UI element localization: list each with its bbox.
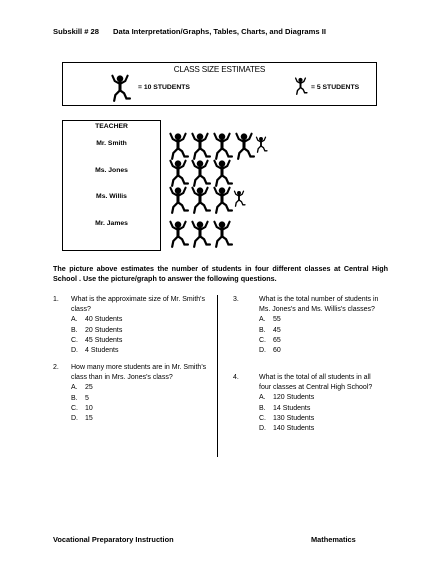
teacher-name: Ms. Willis xyxy=(96,193,127,200)
option-text: 60 xyxy=(273,347,281,355)
option-text: 5 xyxy=(85,394,89,402)
answer-option[interactable] xyxy=(259,326,379,336)
option-text: 45 Students xyxy=(85,336,123,344)
option-text: 55 xyxy=(273,316,281,324)
teacher-name: Mr. James xyxy=(95,220,128,227)
option-letter: A. xyxy=(259,394,266,402)
option-letter: C. xyxy=(71,404,78,412)
footer-program: Vocational Preparatory Instruction xyxy=(53,535,174,544)
answer-option[interactable] xyxy=(71,404,211,414)
option-text: 40 Students xyxy=(85,316,123,324)
answer-option[interactable] xyxy=(71,326,211,336)
answer-option[interactable] xyxy=(259,315,379,325)
question-4 xyxy=(233,373,383,434)
option-letter: A. xyxy=(71,316,78,324)
option-text: 140 Students xyxy=(273,425,315,433)
answer-option[interactable] xyxy=(259,424,383,434)
full-figure-icon xyxy=(188,186,212,214)
column-divider xyxy=(217,295,218,457)
answer-option[interactable] xyxy=(259,414,383,424)
option-letter: A. xyxy=(259,316,266,324)
question-number: 4. xyxy=(233,374,239,381)
question-text: What is the total number of students in Ms. Jones's and Ms. Willis's classes? xyxy=(259,296,379,314)
full-figure-icon xyxy=(188,159,212,187)
answer-option[interactable] xyxy=(71,336,211,346)
option-text: 20 Students xyxy=(85,326,123,334)
option-text: 130 Students xyxy=(273,414,315,422)
answer-option[interactable] xyxy=(259,336,379,346)
question-number: 1. xyxy=(53,296,59,303)
legend-title: CLASS SIZE ESTIMATES xyxy=(173,65,266,74)
option-letter: B. xyxy=(259,404,266,412)
option-letter: B. xyxy=(71,394,78,402)
half-figure-icon xyxy=(232,190,246,207)
option-letter: B. xyxy=(71,326,78,334)
full-figure-icon xyxy=(210,220,234,248)
option-letter: B. xyxy=(259,326,266,334)
question-number: 2. xyxy=(53,364,59,371)
answer-option[interactable] xyxy=(259,393,383,403)
full-figure-icon xyxy=(210,186,234,214)
answer-option[interactable] xyxy=(259,404,383,414)
option-letter: D. xyxy=(259,347,266,355)
question-2 xyxy=(53,363,211,424)
option-letter: D. xyxy=(71,415,78,423)
question-3 xyxy=(233,295,379,356)
footer-subject: Mathematics xyxy=(311,535,356,544)
answer-options xyxy=(71,315,211,356)
teacher-column xyxy=(62,120,161,251)
question-text: How many more students are in Mr. Smith's class than in Mrs. Jones's class? xyxy=(71,364,207,382)
answer-option[interactable] xyxy=(71,414,211,424)
option-text: 14 Students xyxy=(273,404,311,412)
option-text: 4 Students xyxy=(85,347,119,355)
full-figure-icon xyxy=(188,220,212,248)
question-number: 3. xyxy=(233,296,239,303)
answer-option[interactable] xyxy=(71,315,211,325)
option-letter: D. xyxy=(259,425,266,433)
full-figure-icon xyxy=(210,132,234,160)
full-figure-icon xyxy=(166,220,190,248)
answer-options xyxy=(259,393,383,434)
answer-options xyxy=(259,315,379,356)
option-text: 10 xyxy=(85,404,93,412)
question-text: What is the approximate size of Mr. Smith's class? xyxy=(71,296,205,314)
subskill-number: Subskill # 28 xyxy=(53,27,100,36)
option-letter: C. xyxy=(71,336,78,344)
option-letter: D. xyxy=(71,347,78,355)
option-letter: C. xyxy=(259,336,266,344)
option-text: 25 xyxy=(85,384,93,392)
answer-option[interactable] xyxy=(259,346,379,356)
answer-option[interactable] xyxy=(71,394,211,404)
answer-option[interactable] xyxy=(71,383,211,393)
full-figure-icon xyxy=(210,159,234,187)
topic-title: Data Interpretation/Graphs, Tables, Charts, and Diagrams II xyxy=(113,27,326,36)
full-figure-icon xyxy=(107,74,133,102)
full-figure-icon xyxy=(232,132,256,160)
option-text: 65 xyxy=(273,336,281,344)
option-text: 120 Students xyxy=(273,394,315,402)
half-figure-icon xyxy=(254,136,268,153)
teacher-name: Ms. Jones xyxy=(95,167,128,174)
legend-half-value: = 5 STUDENTS xyxy=(311,84,360,91)
legend-box xyxy=(62,62,377,106)
legend-full-value: = 10 STUDENTS xyxy=(138,84,190,91)
teacher-name: Mr. Smith xyxy=(96,140,127,147)
question-text: What is the total of all students in all four classes at Central High School? xyxy=(259,374,373,392)
half-figure-icon xyxy=(293,76,308,96)
full-figure-icon xyxy=(166,159,190,187)
option-text: 45 xyxy=(273,326,281,334)
option-letter: C. xyxy=(259,414,266,422)
full-figure-icon xyxy=(166,132,190,160)
full-figure-icon xyxy=(188,132,212,160)
teacher-header: TEACHER xyxy=(95,123,128,130)
option-letter: A. xyxy=(71,384,78,392)
instructions: The picture above estimates the number of students in four different classes at Central High School . Use the picture/graph to answer the following questions. xyxy=(53,264,388,283)
answer-options xyxy=(71,383,211,424)
option-text: 15 xyxy=(85,415,93,423)
full-figure-icon xyxy=(166,186,190,214)
question-1 xyxy=(53,295,211,356)
answer-option[interactable] xyxy=(71,346,211,356)
